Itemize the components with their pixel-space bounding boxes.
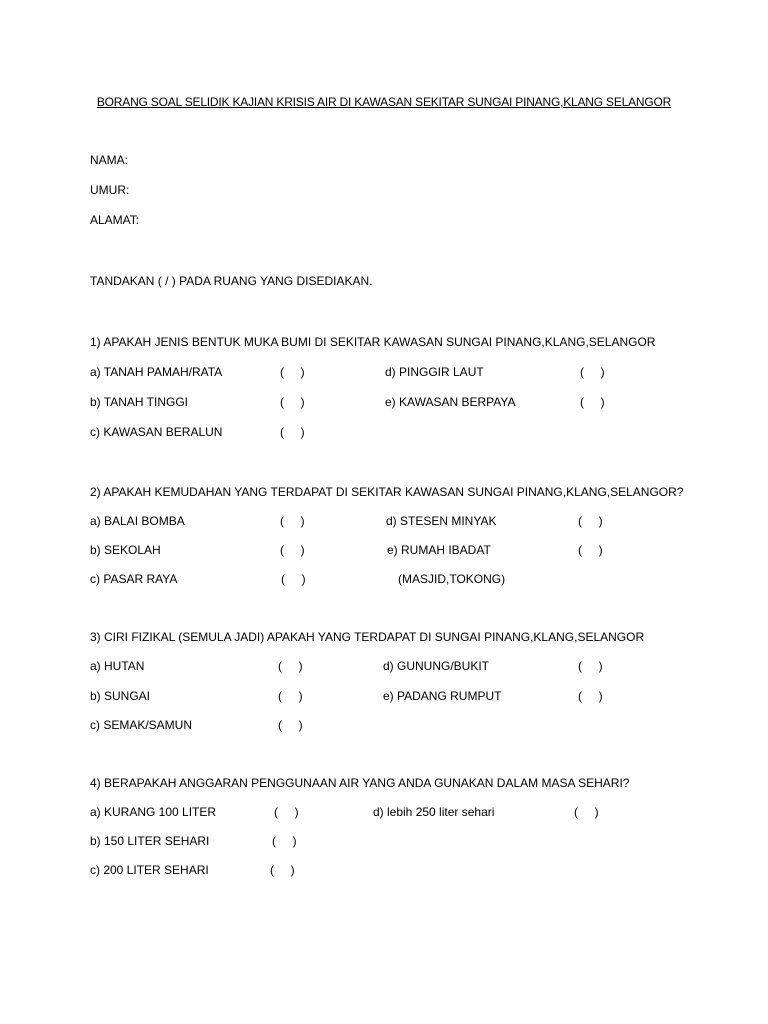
question-4: 4) BERAPAKAH ANGGARAN PENGGUNAAN AIR YANG ANDA GUNAKAN DALAM MASA SEHARI?: [90, 776, 630, 790]
q1-checkbox-e[interactable]: ( ): [580, 395, 605, 409]
q3-checkbox-e[interactable]: ( ): [578, 689, 603, 703]
q4-checkbox-b[interactable]: ( ): [272, 834, 297, 848]
field-nama-label: NAMA:: [90, 153, 129, 167]
q2-checkbox-b[interactable]: ( ): [280, 543, 305, 557]
q1-option-e: e) KAWASAN BERPAYA: [385, 395, 516, 409]
q4-option-d: d) lebih 250 liter sehari: [373, 805, 495, 819]
q1-checkbox-d[interactable]: ( ): [580, 365, 605, 379]
q1-checkbox-b[interactable]: ( ): [280, 395, 305, 409]
question-1: 1) APAKAH JENIS BENTUK MUKA BUMI DI SEKITAR KAWASAN SUNGAI PINANG,KLANG,SELANGOR: [90, 335, 656, 349]
field-alamat-label: ALAMAT:: [90, 213, 140, 227]
q3-checkbox-d[interactable]: ( ): [578, 659, 603, 673]
q4-checkbox-d[interactable]: ( ): [574, 805, 599, 819]
q4-option-b: b) 150 LITER SEHARI: [90, 834, 210, 848]
q1-option-d: d) PINGGIR LAUT: [385, 365, 484, 379]
q1-option-a: a) TANAH PAMAH/RATA: [90, 365, 223, 379]
q3-option-d: d) GUNUNG/BUKIT: [383, 659, 490, 673]
q2-option-e-note: (MASJID,TOKONG): [398, 572, 506, 586]
q3-option-b: b) SUNGAI: [90, 689, 151, 703]
q4-checkbox-a[interactable]: ( ): [274, 805, 299, 819]
instruction-text: TANDAKAN ( / ) PADA RUANG YANG DISEDIAKAN.: [90, 274, 373, 288]
q1-option-b: b) TANAH TINGGI: [90, 395, 189, 409]
question-3: 3) CIRI FIZIKAL (SEMULA JADI) APAKAH YANG TERDAPAT DI SUNGAI PINANG,KLANG,SELANGOR: [90, 630, 645, 644]
q3-checkbox-b[interactable]: ( ): [278, 689, 303, 703]
q2-checkbox-e[interactable]: ( ): [578, 543, 603, 557]
q2-checkbox-c[interactable]: ( ): [281, 572, 306, 586]
q4-option-c: c) 200 LITER SEHARI: [90, 863, 209, 877]
question-2: 2) APAKAH KEMUDAHAN YANG TERDAPAT DI SEKITAR KAWASAN SUNGAI PINANG,KLANG,SELANGOR?: [90, 485, 684, 499]
q2-checkbox-d[interactable]: ( ): [578, 514, 603, 528]
q4-option-a: a) KURANG 100 LITER: [90, 805, 217, 819]
q2-option-e: e) RUMAH IBADAT: [387, 543, 491, 557]
q3-checkbox-c[interactable]: ( ): [278, 718, 303, 732]
q1-checkbox-c[interactable]: ( ): [280, 425, 305, 439]
field-umur-label: UMUR:: [90, 183, 130, 197]
q2-option-d: d) STESEN MINYAK: [386, 514, 497, 528]
document-title: BORANG SOAL SELIDIK KAJIAN KRISIS AIR DI KAWASAN SEKITAR SUNGAI PINANG,KLANG SELANGOR: [96, 95, 672, 109]
q4-checkbox-c[interactable]: ( ): [270, 863, 295, 877]
q2-checkbox-a[interactable]: ( ): [280, 514, 305, 528]
q3-option-a: a) HUTAN: [90, 659, 145, 673]
q1-checkbox-a[interactable]: ( ): [280, 365, 305, 379]
q3-option-e: e) PADANG RUMPUT: [383, 689, 502, 703]
q2-option-c: c) PASAR RAYA: [90, 572, 178, 586]
q2-option-b: b) SEKOLAH: [90, 543, 161, 557]
q3-option-c: c) SEMAK/SAMUN: [90, 718, 193, 732]
q1-option-c: c) KAWASAN BERALUN: [90, 425, 223, 439]
q3-checkbox-a[interactable]: ( ): [278, 659, 303, 673]
q2-option-a: a) BALAI BOMBA: [90, 514, 185, 528]
